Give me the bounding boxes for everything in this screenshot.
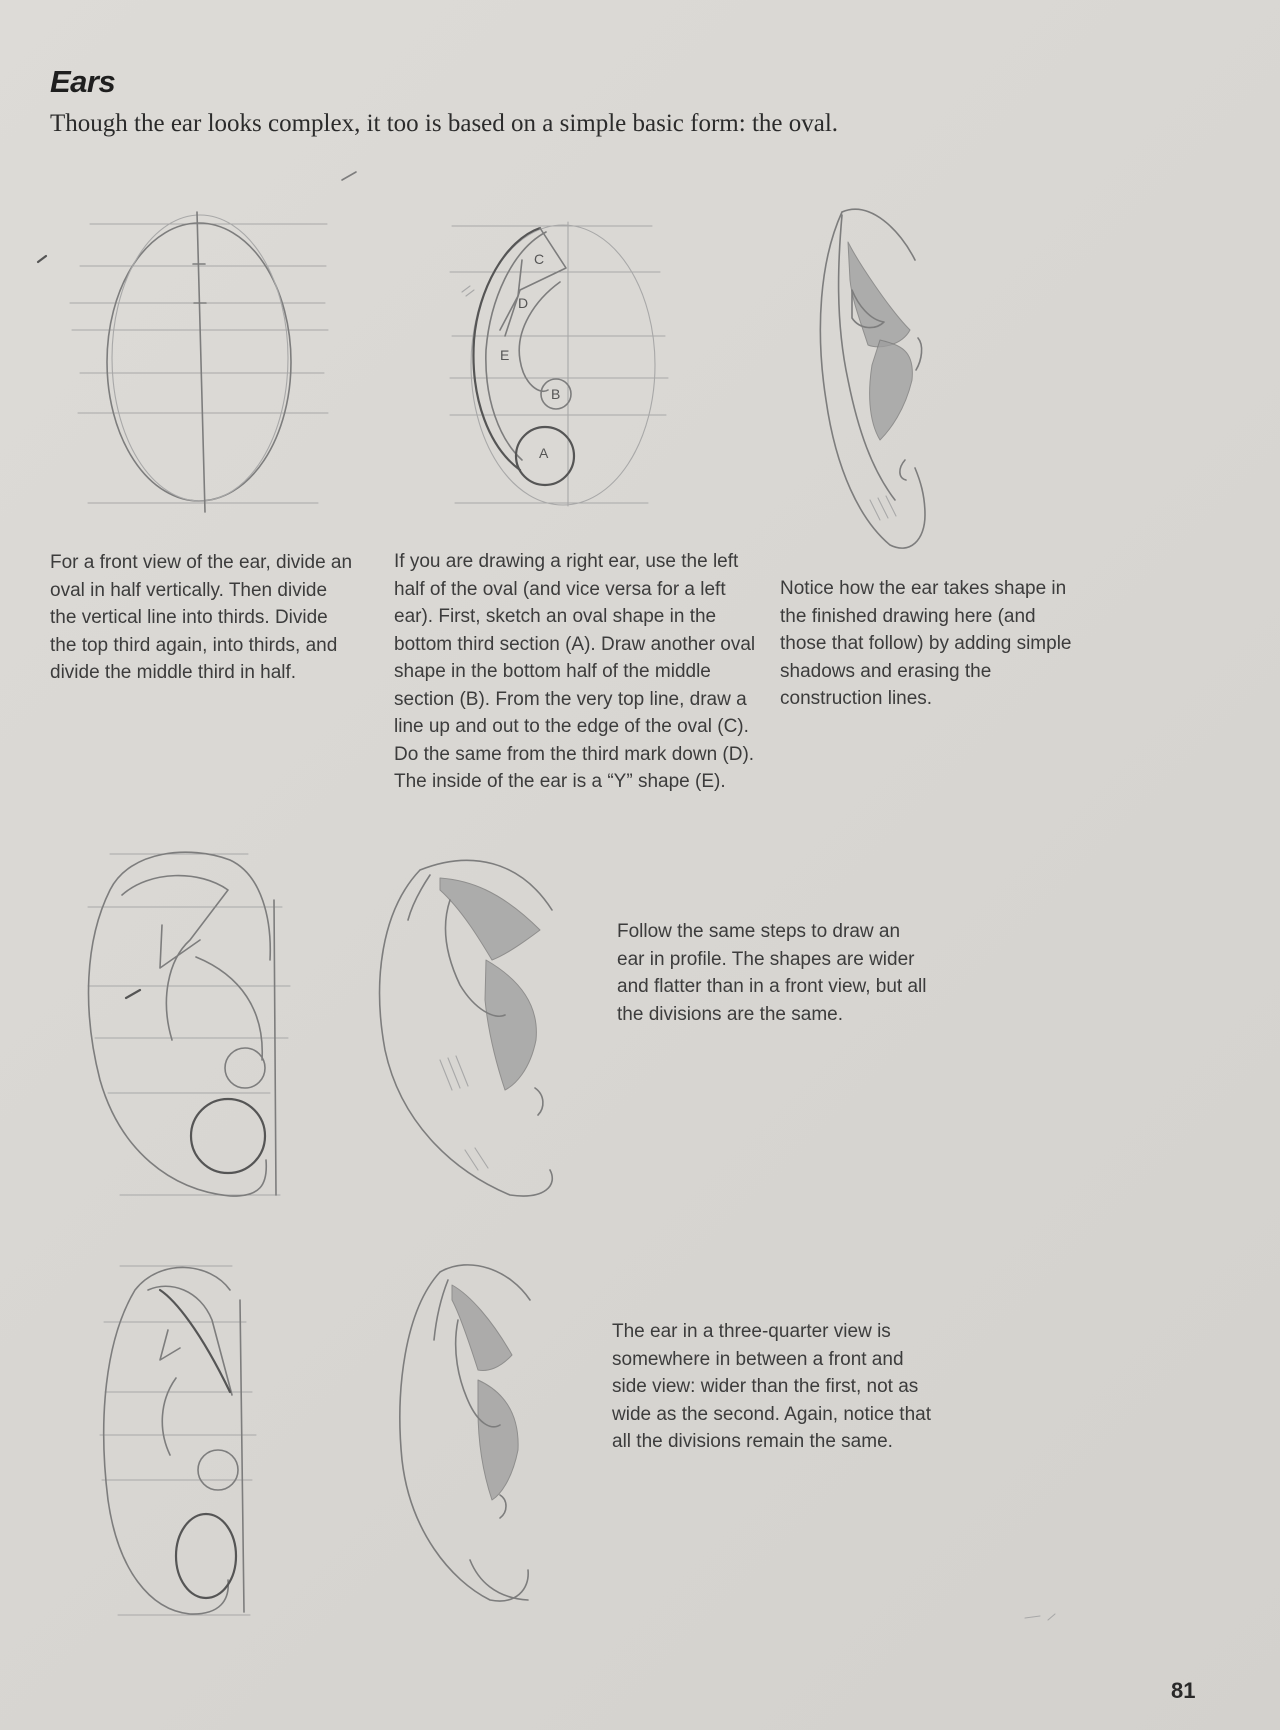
sketch-construction-diagram: [450, 222, 668, 506]
sketch-front-view-oval: [38, 212, 328, 512]
label-a: A: [539, 445, 549, 461]
label-c: C: [534, 251, 545, 267]
caption-finished: Notice how the ear takes shape in the finished drawing here (and those that follow) by adding simple shadows and erasing the construction lines.: [780, 578, 1072, 709]
sketch-finished-three-quarter-ear: [400, 1265, 530, 1601]
stray-pencil-mark-2: [1025, 1614, 1055, 1620]
label-e: E: [500, 347, 510, 363]
label-d: D: [518, 295, 529, 311]
page-subtitle: Though the ear looks complex, it too is based on a simple basic form: the oval.: [50, 110, 839, 137]
sketch-finished-profile-ear: [380, 860, 553, 1196]
sketch-three-quarter-construction: [100, 1266, 256, 1615]
caption-front-view: For a front view of the ear, divide an oval in half vertically. Then divide the vertical line into thirds. Divide the top third again, into thirds, and divide the middle third in half.: [50, 552, 353, 683]
stray-pencil-mark: [342, 172, 356, 180]
caption-construction: If you are drawing a right ear, use the left half of the oval (and vice versa for a left ear). First, sketch an oval shape in the bottom third section (A). Draw another oval shape in the bottom half of the middle section (B). From the very top line, draw a line up and out to the edge of the oval (C). Do the same from the third mark down (D). The inside of the ear is a “Y” shape (E).: [394, 551, 756, 792]
sketch-profile-construction: [88, 852, 290, 1196]
page-number: 81: [1171, 1678, 1196, 1703]
sketch-finished-front-ear: [820, 209, 925, 548]
caption-three-quarter: The ear in a three-quarter view is somewhere in between a front and side view: wider than the first, not as wide as the second. Again, notice that all the divisions remain the same.: [612, 1321, 931, 1452]
caption-profile: Follow the same steps to draw an ear in profile. The shapes are wider and flatter than in a front view, but all the divisions are the same.: [617, 921, 927, 1025]
label-b: B: [551, 386, 561, 402]
page-title: Ears: [50, 64, 116, 99]
